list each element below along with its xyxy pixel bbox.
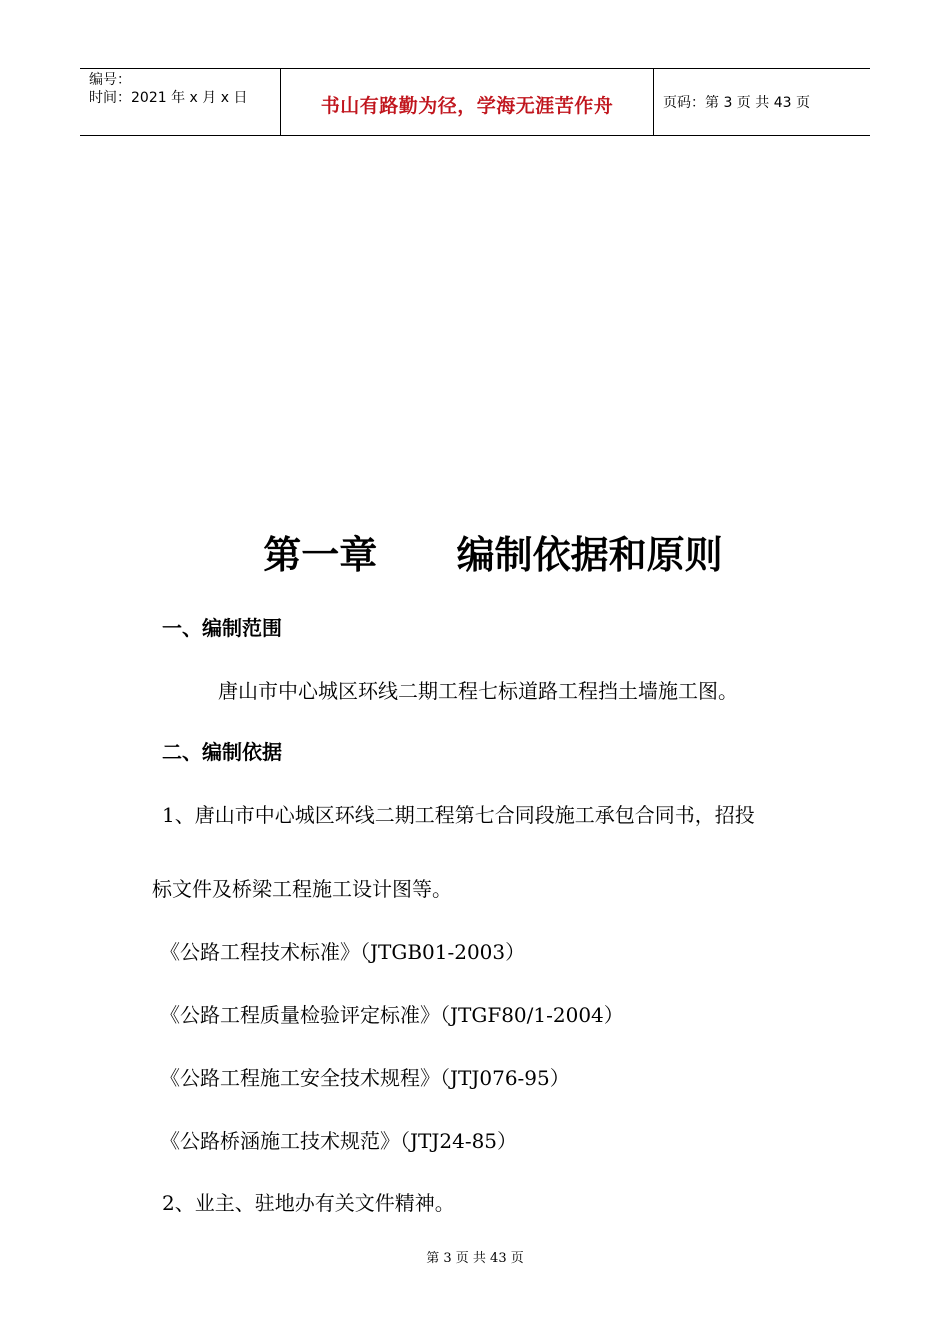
page-footer: 第 3 页 共 43 页 — [426, 1251, 524, 1266]
standard-reference: 《公路工程施工安全技术规程》（JTJ076-95） — [160, 1066, 570, 1090]
header-meta-cell — [80, 69, 281, 135]
header-motto-cell — [281, 69, 654, 135]
basis-paragraph: 2、业主、驻地办有关文件精神。 — [162, 1191, 455, 1215]
page-info: 页码：第 3 页 共 43 页 — [663, 95, 810, 111]
document-header — [80, 68, 870, 136]
section-heading-scope: 一、编制范围 — [162, 616, 282, 640]
scope-paragraph: 唐山市中心城区环线二期工程七标道路工程挡土墙施工图。 — [218, 679, 738, 703]
number-label: 编号： — [89, 72, 131, 88]
basis-paragraph: 1、唐山市中心城区环线二期工程第七合同段施工承包合同书，招投 — [162, 803, 755, 827]
basis-paragraph: 标文件及桥梁工程施工设计图等。 — [152, 877, 452, 901]
standard-reference: 《公路工程技术标准》（JTGB01-2003） — [160, 940, 526, 964]
header-page-cell — [654, 69, 870, 135]
standard-reference: 《公路桥涵施工技术规范》（JTJ24-85） — [160, 1129, 518, 1153]
date-label: 时间：2021 年 x 月 x 日 — [89, 90, 248, 106]
chapter-title: 第一章 编制依据和原则 — [263, 533, 723, 577]
motto-text: 书山有路勤为径，学海无涯苦作舟 — [320, 94, 614, 117]
standard-reference: 《公路工程质量检验评定标准》（JTGF80/1-2004） — [160, 1003, 624, 1027]
section-heading-basis: 二、编制依据 — [162, 740, 282, 764]
